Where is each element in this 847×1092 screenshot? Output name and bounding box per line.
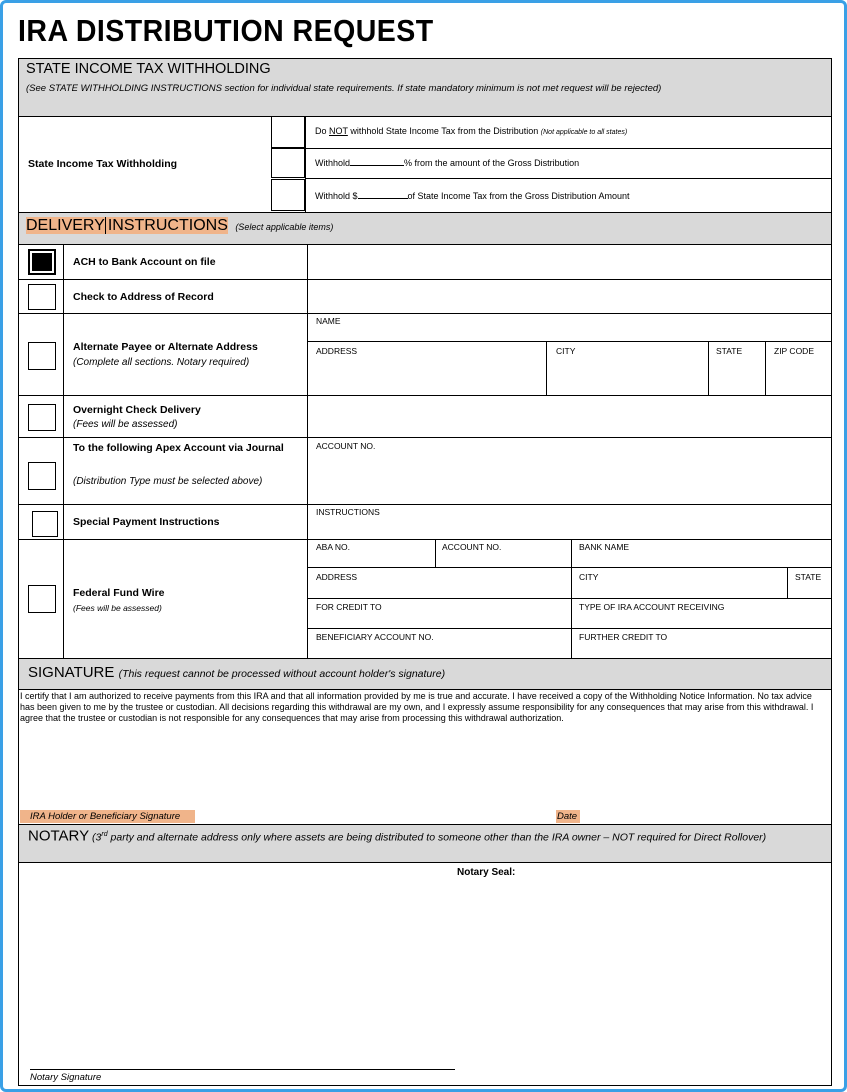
wire-bank-field[interactable]: BANK NAME xyxy=(579,542,630,552)
wire-checkbox[interactable] xyxy=(28,585,56,613)
alternate-payee-checkbox[interactable] xyxy=(28,342,56,370)
rule xyxy=(18,689,832,690)
state-tax-header: STATE INCOME TAX WITHHOLDING xyxy=(26,61,271,77)
journal-checkbox[interactable] xyxy=(28,462,56,490)
rule xyxy=(18,824,832,825)
rule xyxy=(305,116,306,213)
delivery-header xyxy=(26,217,333,235)
holder-signature-label[interactable]: IRA Holder or Beneficiary Signature xyxy=(30,811,181,822)
opt3-pre: Withhold $ xyxy=(315,191,358,201)
overnight-label: Overnight Check Delivery xyxy=(73,404,201,416)
rule xyxy=(18,504,832,505)
wire-state-field[interactable]: STATE xyxy=(795,572,822,582)
ach-checkbox[interactable] xyxy=(28,249,56,275)
rule xyxy=(765,341,766,395)
state-tax-option-no-withhold xyxy=(315,126,627,136)
state-tax-dollar-checkbox[interactable] xyxy=(271,179,305,211)
notary-seal-label: Notary Seal: xyxy=(457,867,516,878)
rule xyxy=(18,58,832,59)
rule xyxy=(307,244,308,659)
alt-name-field[interactable]: NAME xyxy=(316,316,341,326)
check-address-label: Check to Address of Record xyxy=(73,291,214,303)
wire-note: (Fees will be assessed) xyxy=(73,603,162,613)
alt-address-field[interactable]: ADDRESS xyxy=(316,346,358,356)
delivery-header-note: (Select applicable items) xyxy=(235,222,334,232)
rule xyxy=(571,539,572,659)
alt-zip-field[interactable]: ZIP CODE xyxy=(774,346,814,356)
rule xyxy=(308,341,832,342)
alternate-payee-label: Alternate Payee or Alternate Address xyxy=(73,341,258,353)
wire-city-field[interactable]: CITY xyxy=(579,572,599,582)
signature-body: I certify that I am authorized to receive payments from this IRA and that all information provided by me is true and accurate. I have received a copy of the Withholding Notice Information. No tax advice has been given to me by the trustee or custodian. All decisions regarding this withdrawal are my own, and I expressly assume responsibility for any consequences that may arise from this withdrawal. I agree that the trustee or custodian is not responsible for any consequences that may arise from processing this withdrawal authorization. xyxy=(20,691,814,723)
notary-signature-line xyxy=(30,1069,455,1070)
state-tax-option-dollar xyxy=(315,189,629,201)
rule xyxy=(308,598,832,599)
delivery-header-b: INSTRUCTIONS xyxy=(105,217,228,234)
rule xyxy=(708,341,709,395)
wire-beneficiary-field[interactable]: BENEFICIARY ACCOUNT NO. xyxy=(316,632,434,642)
wire-credit-field[interactable]: FOR CREDIT TO xyxy=(316,602,382,612)
rule xyxy=(18,313,832,314)
rule xyxy=(18,244,832,245)
journal-label: To the following Apex Account via Journal xyxy=(73,442,284,454)
notary-header xyxy=(28,827,823,846)
wire-address-field[interactable]: ADDRESS xyxy=(316,572,358,582)
opt1-pre: Do xyxy=(315,126,330,136)
opt1-not: NOT xyxy=(329,126,348,136)
rule xyxy=(18,1085,832,1086)
state-tax-subheader: (See STATE WITHHOLDING INSTRUCTIONS section for individual state requirements. If state mandatory minimum is not met request will be rejected) xyxy=(26,83,662,94)
alt-state-field[interactable]: STATE xyxy=(716,346,743,356)
date-label[interactable]: Date xyxy=(557,811,578,822)
wire-account-field[interactable]: ACCOUNT NO. xyxy=(442,542,502,552)
rule xyxy=(18,539,832,540)
opt2-post: % from the amount of the Gross Distribution xyxy=(404,158,580,168)
signature-header-note: (This request cannot be processed without account holder's signature) xyxy=(118,668,446,680)
state-tax-option-percent xyxy=(315,156,579,168)
form-title: IRA DISTRIBUTION REQUEST xyxy=(18,13,434,48)
state-tax-no-withhold-checkbox[interactable] xyxy=(271,116,305,148)
notary-header-note-sup: rd xyxy=(101,831,108,838)
opt3-post: of State Income Tax from the Gross Distribution Amount xyxy=(407,191,630,201)
special-instructions-field[interactable]: INSTRUCTIONS xyxy=(316,507,380,517)
rule xyxy=(546,341,547,395)
notary-header-note-b: party and alternate address only where assets are being distributed to someone other than the IRA owner – NOT required for Direct Rollover) xyxy=(107,831,767,844)
rule xyxy=(787,567,788,598)
delivery-header-a: DELIVERY xyxy=(26,217,105,234)
rule xyxy=(305,148,832,149)
wire-further-field[interactable]: FURTHER CREDIT TO xyxy=(579,632,668,642)
journal-note: (Distribution Type must be selected above) xyxy=(73,476,263,487)
notary-header-title: NOTARY xyxy=(28,827,90,845)
rule xyxy=(18,437,832,438)
signature-header-title: SIGNATURE xyxy=(28,664,115,681)
rule xyxy=(305,178,832,179)
opt1-note: (Not applicable to all states) xyxy=(540,129,628,136)
journal-account-field[interactable]: ACCOUNT NO. xyxy=(316,441,376,451)
rule xyxy=(18,395,832,396)
rule xyxy=(18,862,832,863)
special-payment-label: Special Payment Instructions xyxy=(73,516,220,528)
rule xyxy=(308,567,832,568)
rule xyxy=(435,539,436,568)
wire-aba-field[interactable]: ABA NO. xyxy=(316,542,351,552)
rule xyxy=(18,212,832,213)
overnight-note: (Fees will be assessed) xyxy=(73,419,178,430)
rule xyxy=(63,244,64,659)
rule xyxy=(308,628,832,629)
wire-label: Federal Fund Wire xyxy=(73,587,165,599)
state-tax-row-label: State Income Tax Withholding xyxy=(28,158,178,170)
rule xyxy=(18,658,832,659)
notary-signature-label[interactable]: Notary Signature xyxy=(30,1072,102,1083)
alternate-payee-note: (Complete all sections. Notary required) xyxy=(73,357,250,368)
opt2-pre: Withhold xyxy=(315,158,351,168)
special-payment-checkbox[interactable] xyxy=(32,511,58,537)
rule xyxy=(18,116,832,117)
ach-label: ACH to Bank Account on file xyxy=(73,256,216,268)
overnight-checkbox[interactable] xyxy=(28,404,56,431)
signature-header xyxy=(28,664,445,681)
wire-type-field[interactable]: TYPE OF IRA ACCOUNT RECEIVING xyxy=(579,602,725,612)
notary-header-note-a: (3 xyxy=(92,831,102,844)
opt1-post: withhold State Income Tax from the Distribution xyxy=(347,126,541,136)
state-tax-percent-checkbox[interactable] xyxy=(271,148,305,178)
rule xyxy=(18,279,832,280)
check-address-checkbox[interactable] xyxy=(28,284,56,310)
percent-field[interactable] xyxy=(350,156,404,166)
dollar-field[interactable] xyxy=(358,189,408,199)
alt-city-field[interactable]: CITY xyxy=(556,346,576,356)
